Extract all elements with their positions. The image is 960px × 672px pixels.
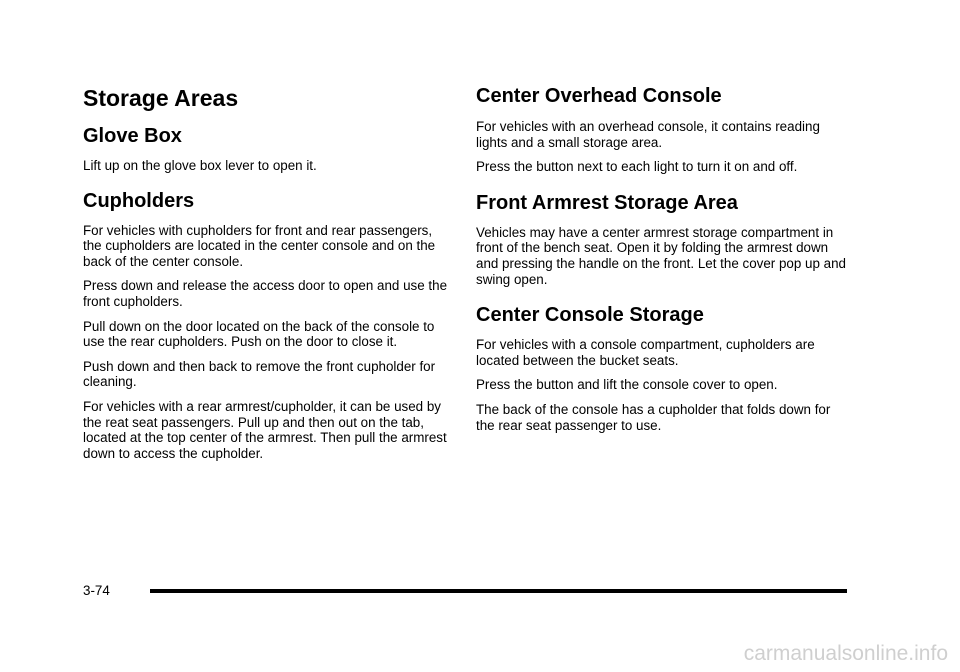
overhead-console-paragraph-2: Press the button next to each light to turn it on and off. <box>476 159 798 175</box>
front-armrest-paragraph-1: Vehicles may have a center armrest storage compartment in front of the bench seat. Open it by folding the armrest down and pressing the handle on the front. Let the cover pop up and swing open. <box>476 224 847 287</box>
center-console-paragraph-3: The back of the console has a cupholder that folds down for the rear seat passenger to use. <box>476 401 831 433</box>
overhead-console-paragraph-1: For vehicles with an overhead console, it contains reading lights and a small storage area. <box>476 119 820 150</box>
cupholders-paragraph-2: Press down and release the access door to open and use the front cupholders. <box>83 278 448 309</box>
cupholders-paragraph-4: Push down and then back to remove the front cupholder for cleaning. <box>83 358 436 390</box>
section-heading-center-overhead-console: Center Overhead Console <box>476 85 722 107</box>
section-heading-center-console-storage: Center Console Storage <box>476 304 704 327</box>
cupholders-paragraph-3: Pull down on the door located on the back of the console to use the rear cupholders. Push on the door to close it. <box>83 318 435 350</box>
right-column <box>476 84 852 442</box>
section-heading-cupholders: Cupholders <box>83 189 195 212</box>
section-heading-glove-box: Glove Box <box>83 125 182 147</box>
cupholders-paragraph-1: For vehicles with cupholders for front and rear passengers, the cupholders are located in the center console and on the back of the center console. <box>83 222 436 269</box>
cupholders-paragraph-5: For vehicles with a rear armrest/cupholder, it can be used by the reat seat passengers. Pull up and then out on the tab, located at the top center of the armrest. Then pull the armrest down to access the cupholder. <box>83 398 447 461</box>
page-title: Storage Areas <box>83 85 239 111</box>
section-heading-front-armrest-storage: Front Armrest Storage Area <box>476 191 738 214</box>
center-console-paragraph-1: For vehicles with a console compartment, cupholders are located between the bucket seats. <box>476 337 815 368</box>
watermark: carmanualsonline.info <box>743 642 948 665</box>
glove-box-paragraph-1: Lift up on the glove box lever to open it. <box>83 158 317 173</box>
center-console-paragraph-2: Press the button and lift the console cover to open. <box>476 377 778 393</box>
left-column <box>83 84 453 470</box>
page-number: 3-74 <box>83 583 110 598</box>
footer-rule <box>150 589 847 593</box>
